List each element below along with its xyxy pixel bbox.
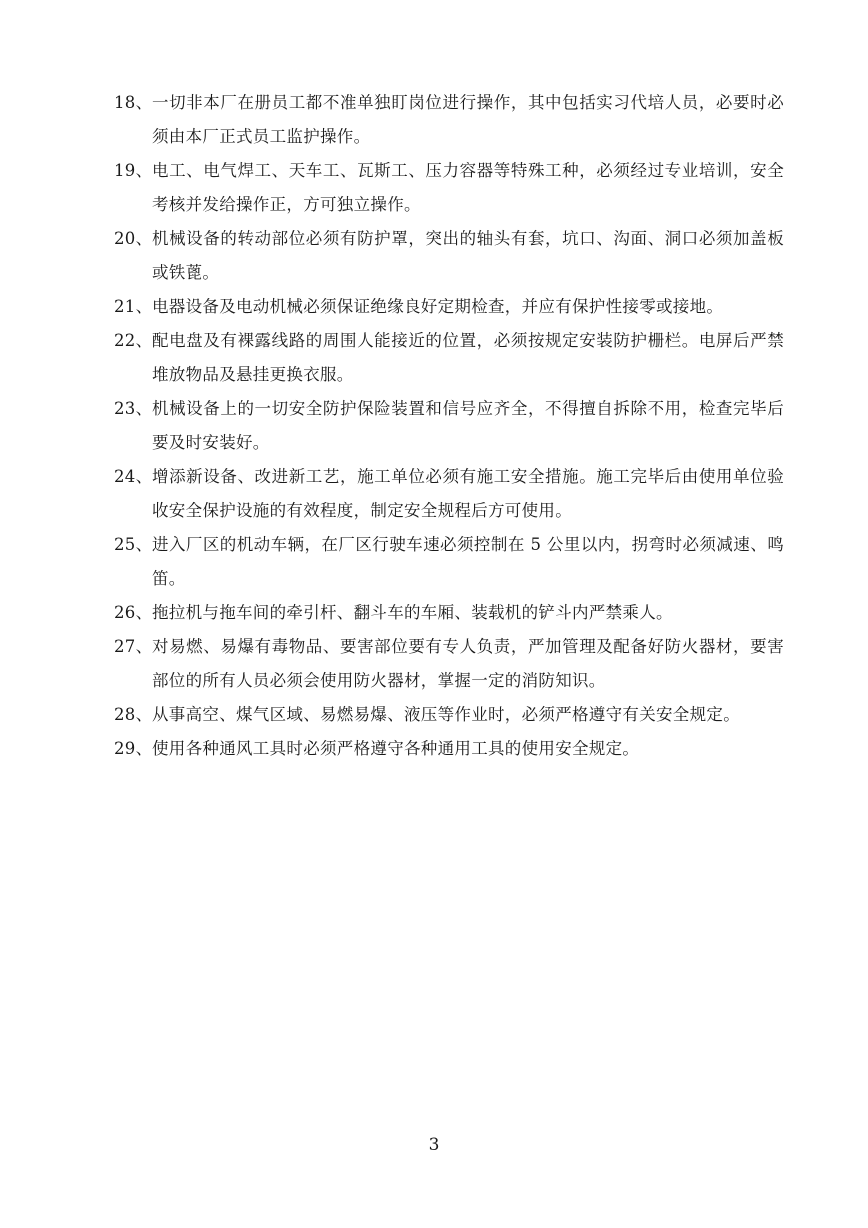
- rule-text: 对易燃、易爆有毒物品、要害部位要有专人负责，严加管理及配备好防火器材，要害部位的所有人员必须会使用防火器材，掌握一定的消防知识。: [152, 637, 784, 690]
- safety-rules-list: [114, 86, 784, 766]
- rule-number: 29、: [114, 739, 153, 758]
- rule-29: [114, 732, 784, 766]
- rule-text: 从事高空、煤气区域、易燃易爆、液压等作业时，必须严格遵守有关安全规定。: [152, 705, 740, 724]
- rule-27: [114, 630, 784, 698]
- rule-number: 18、: [114, 93, 153, 112]
- rule-23: [114, 392, 784, 460]
- rule-text: 拖拉机与拖车间的牵引杆、翻斗车的车厢、装载机的铲斗内严禁乘人。: [152, 603, 673, 622]
- rule-text: 一切非本厂在册员工都不准单独盯岗位进行操作，其中包括实习代培人员，必要时必须由本厂正式员工监护操作。: [152, 93, 784, 146]
- rule-text: 配电盘及有裸露线路的周围人能接近的位置，必须按规定安装防护栅栏。电屏后严禁堆放物品及悬挂更换衣服。: [152, 331, 784, 384]
- rule-24: [114, 460, 784, 528]
- rule-number: 24、: [114, 467, 153, 486]
- rule-text: 使用各种通风工具时必须严格遵守各种通用工具的使用安全规定。: [152, 739, 640, 758]
- rule-18: [114, 86, 784, 154]
- rule-number: 19、: [114, 161, 153, 180]
- rule-22: [114, 324, 784, 392]
- rule-text: 增添新设备、改进新工艺，施工单位必须有施工安全措施。施工完毕后由使用单位验收安全保护设施的有效程度，制定安全规程后方可使用。: [152, 467, 784, 520]
- rule-number: 20、: [114, 229, 153, 248]
- rule-text: 电工、电气焊工、天车工、瓦斯工、压力容器等特殊工种，必须经过专业培训，安全考核并发给操作正，方可独立操作。: [152, 161, 784, 214]
- rule-19: [114, 154, 784, 222]
- page-number: 3: [428, 1135, 440, 1155]
- rule-text: 电器设备及电动机械必须保证绝缘良好定期检查，并应有保护性接零或接地。: [152, 297, 724, 316]
- rule-number: 25、: [114, 535, 153, 554]
- rule-21: [114, 290, 784, 324]
- rule-number: 23、: [114, 399, 153, 418]
- rule-28: [114, 698, 784, 732]
- rule-26: [114, 596, 784, 630]
- rule-text: 进入厂区的机动车辆，在厂区行驶车速必须控制在 5 公里以内，拐弯时必须减速、鸣笛。: [152, 535, 784, 588]
- rule-number: 27、: [114, 637, 153, 656]
- rule-text: 机械设备上的一切安全防护保险装置和信号应齐全，不得擅自拆除不用，检查完毕后要及时安装好。: [152, 399, 784, 452]
- rule-20: [114, 222, 784, 290]
- rule-text: 机械设备的转动部位必须有防护罩，突出的轴头有套，坑口、沟面、洞口必须加盖板或铁蓖。: [152, 229, 784, 282]
- rule-number: 22、: [114, 331, 153, 350]
- rule-number: 28、: [114, 705, 153, 724]
- rule-25: [114, 528, 784, 596]
- rule-number: 26、: [114, 603, 153, 622]
- rule-number: 21、: [114, 297, 153, 316]
